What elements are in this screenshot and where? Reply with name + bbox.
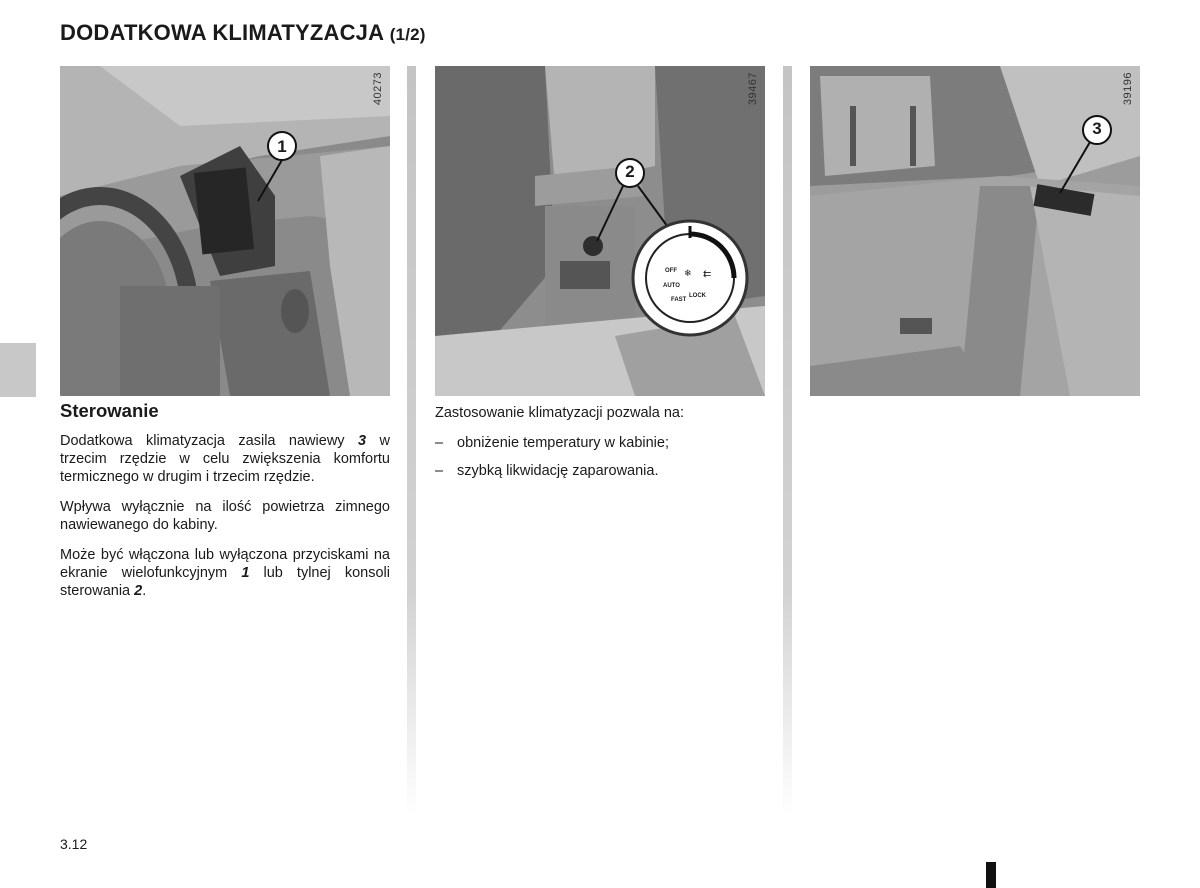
page-end-marker <box>986 862 996 888</box>
third-row-illustration <box>810 66 1140 396</box>
paragraph-airflow: Wpływa wyłącznie na ilość powietrza zimnego nawiewanego do kabiny. <box>60 499 390 533</box>
callout-marker-3: 3 <box>1092 119 1102 138</box>
page-title: DODATKOWA KLIMATYZACJA (1/2) <box>60 20 426 45</box>
callout-marker-2: 2 <box>625 162 635 181</box>
section-heading: Sterowanie <box>60 400 159 421</box>
list-item: – szybką likwidację zaparowania. <box>435 463 659 479</box>
usage-section <box>435 404 765 490</box>
column-divider-right <box>783 66 792 816</box>
knob-label-lock: LOCK <box>689 293 706 299</box>
figure-code: 39196 <box>1122 72 1134 106</box>
chapter-tab <box>0 343 36 397</box>
figure-dashboard-screen <box>60 66 390 396</box>
column-divider-left <box>407 66 416 816</box>
callout-marker-1: 1 <box>277 137 287 156</box>
figure-code: 40273 <box>372 72 384 106</box>
dashboard-illustration <box>60 66 390 396</box>
console-reference: 2 <box>134 583 143 599</box>
paragraph-description: Dodatkowa klimatyzacja zasila nawiewy 3 w trzecim rzędzie w celu zwiększenia komfortu termicznego w drugim i trzecim rzędzie. <box>60 433 390 485</box>
figure-code: 39467 <box>747 72 759 106</box>
page-number: 3.12 <box>60 836 88 852</box>
paragraph-controls: Może być włączona lub wyłączona przyciskami na ekranie wielofunkcyjnym 1 lub tylnej konsoli sterowania 2. <box>60 547 390 599</box>
usage-intro: Zastosowanie klimatyzacji pozwala na: <box>435 405 685 421</box>
figure-third-row-vent <box>810 66 1140 396</box>
knob-label-auto: AUTO <box>663 283 680 289</box>
figure-rear-console <box>435 66 765 396</box>
screen-reference: 1 <box>241 565 250 581</box>
rear-console-illustration <box>435 66 765 396</box>
fan-arrow-icon: ⇇ <box>703 269 712 280</box>
knob-label-off: OFF <box>665 268 677 274</box>
vent-reference: 3 <box>358 433 367 449</box>
controls-section <box>60 402 390 612</box>
knob-label-fast: FAST <box>671 297 687 303</box>
title-part-indicator: (1/2) <box>389 25 426 44</box>
snowflake-icon: ❄ <box>684 268 692 278</box>
list-item: – obniżenie temperatury w kabinie; <box>435 435 669 451</box>
